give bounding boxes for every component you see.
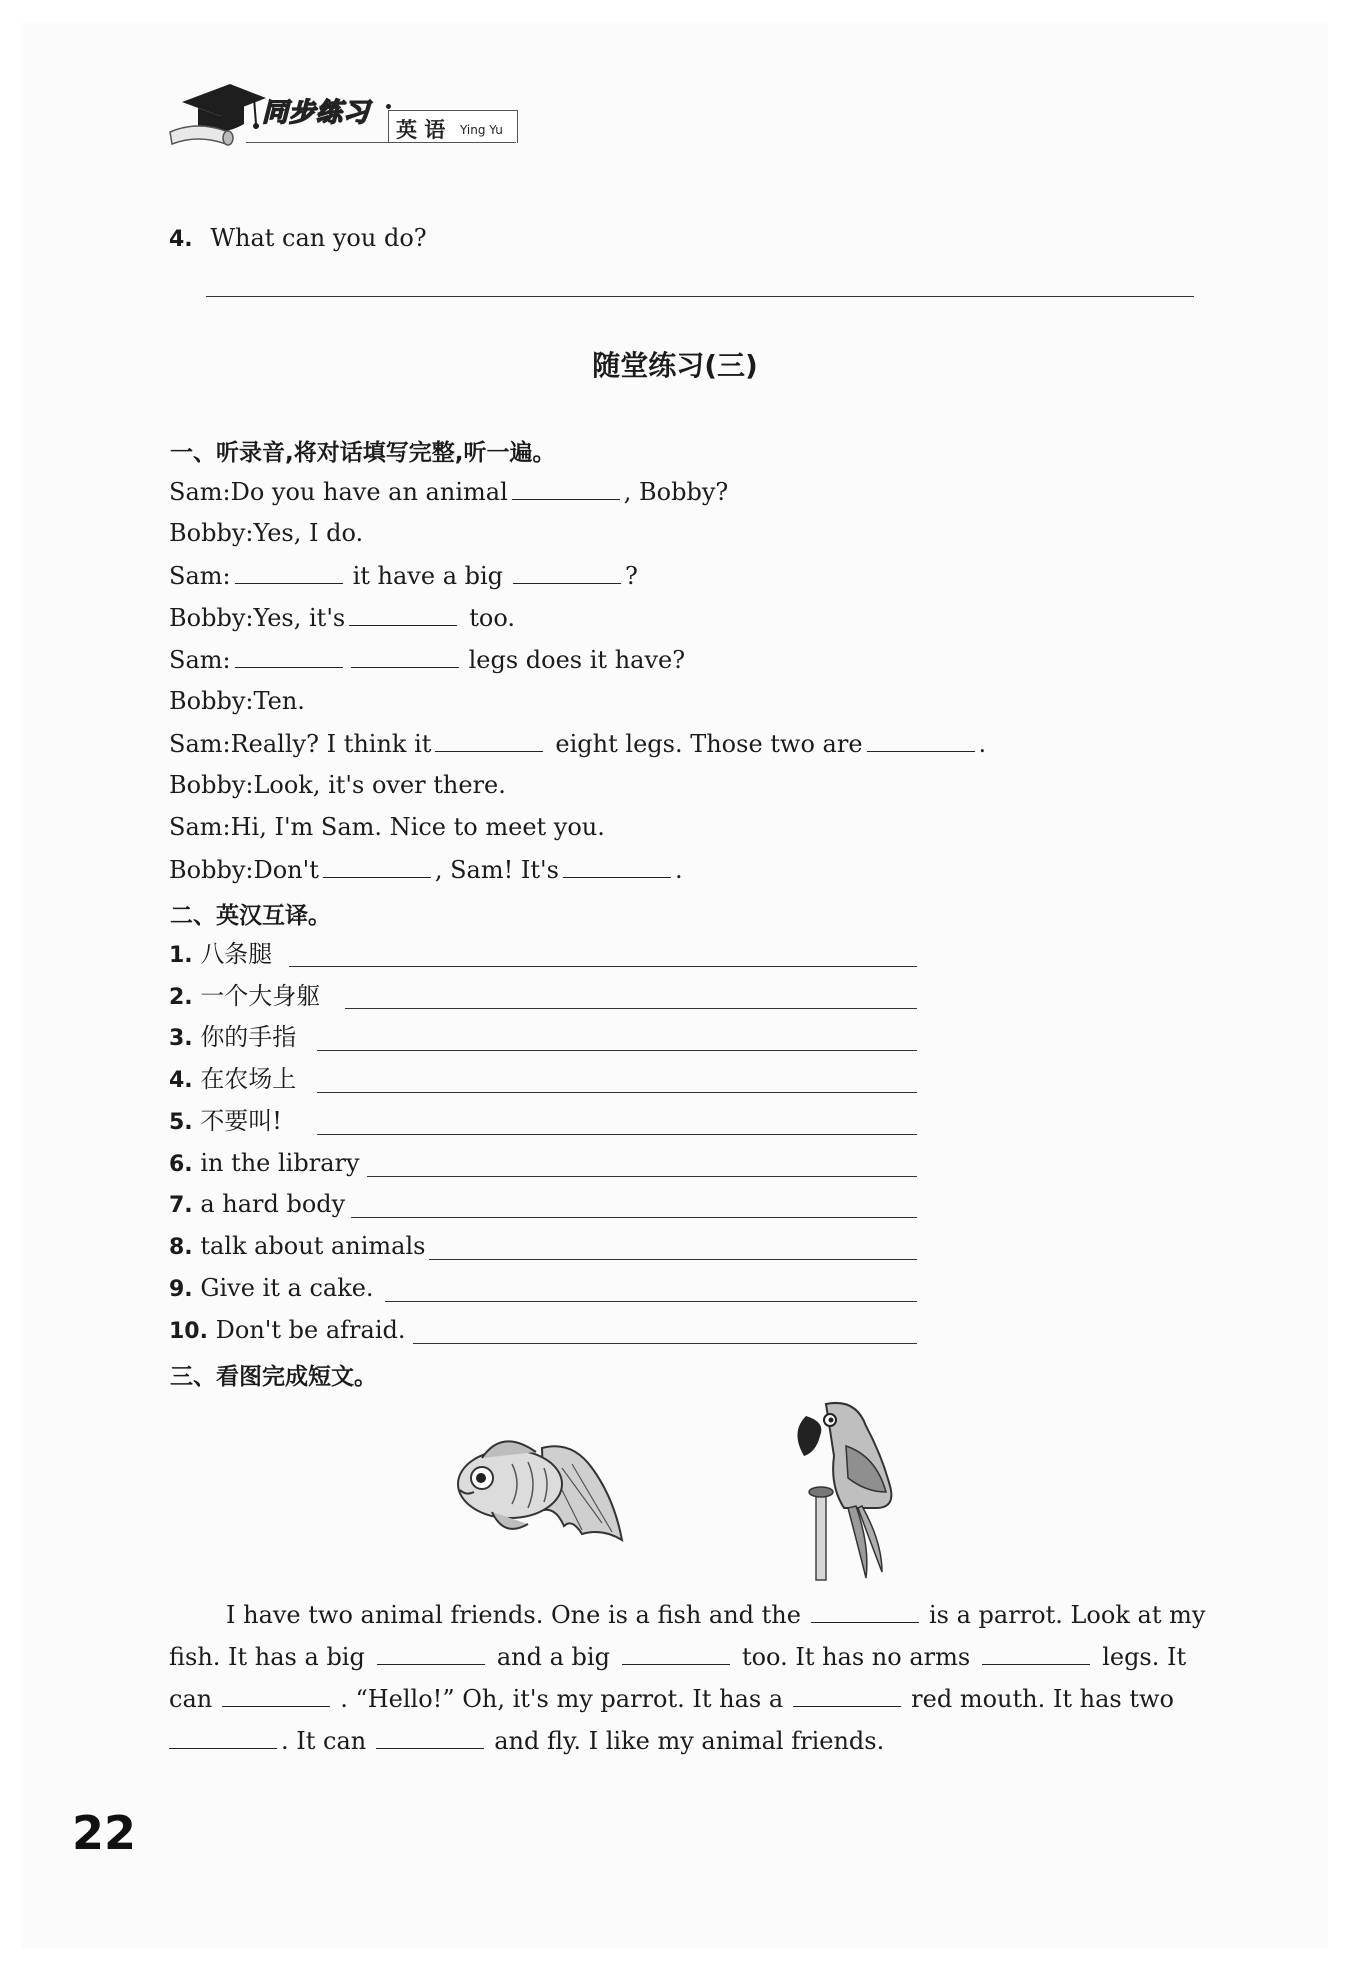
page-number: 22 [72, 1806, 137, 1860]
fill-blank[interactable] [435, 729, 543, 752]
translation-item: 7. a hard body [169, 1190, 346, 1218]
fill-blank[interactable] [513, 561, 621, 584]
subject-pinyin: Ying Yu [460, 123, 503, 137]
fill-blank[interactable] [377, 1642, 485, 1665]
dialogue-line: Bobby:Ten. [169, 687, 305, 715]
fill-blank[interactable] [351, 645, 459, 668]
translation-item: 2. 一个大身躯 [169, 982, 321, 1010]
answer-line[interactable] [317, 1134, 917, 1135]
translation-item: 10. Don't be afraid. [169, 1316, 406, 1344]
translation-item: 1. 八条腿 [169, 940, 273, 968]
translation-item: 5. 不要叫! [169, 1107, 282, 1135]
answer-line[interactable] [385, 1301, 917, 1302]
fill-blank[interactable] [349, 603, 457, 626]
goldfish-illustration [452, 1428, 624, 1548]
fill-blank[interactable] [563, 855, 671, 878]
part3-heading: 三、看图完成短文。 [170, 1364, 377, 1390]
passage-line: can . “Hello!” Oh, it's my parrot. It has a red mouth. It has two [169, 1685, 1174, 1713]
answer-line[interactable] [429, 1259, 917, 1260]
answer-line[interactable] [317, 1050, 917, 1051]
translation-item: 8. talk about animals [169, 1232, 426, 1260]
answer-line[interactable] [289, 966, 917, 967]
dialogue-line: Sam:Do you have an animal , Bobby? [169, 478, 729, 506]
dialogue-line: Bobby:Don't , Sam! It's . [169, 856, 683, 884]
answer-line[interactable] [413, 1343, 917, 1344]
fill-blank[interactable] [222, 1684, 330, 1707]
fill-blank[interactable] [982, 1642, 1090, 1665]
translation-item: 6. in the library [169, 1149, 360, 1177]
translation-item: 4. 在农场上 [169, 1065, 297, 1093]
fill-blank[interactable] [169, 1726, 277, 1749]
dialogue-line: Sam: it have a big ? [169, 562, 638, 590]
question-text: What can you do? [210, 224, 427, 252]
fill-blank[interactable] [235, 561, 343, 584]
fill-blank[interactable] [512, 477, 620, 500]
fill-blank[interactable] [867, 729, 975, 752]
section-title: 随堂练习(三) [592, 349, 758, 382]
header-dot [386, 104, 391, 109]
answer-line[interactable] [351, 1217, 917, 1218]
fill-blank[interactable] [323, 855, 431, 878]
translation-item: 3. 你的手指 [169, 1023, 297, 1051]
answer-line[interactable] [317, 1092, 917, 1093]
dialogue-line: Sam:Hi, I'm Sam. Nice to meet you. [169, 813, 605, 841]
header-rule [246, 142, 516, 143]
fill-blank[interactable] [793, 1684, 901, 1707]
subject-label: 英 语 [396, 118, 446, 142]
part1-heading: 一、听录音,将对话填写完整,听一遍。 [170, 440, 556, 466]
answer-line[interactable] [367, 1176, 917, 1177]
fill-blank[interactable] [235, 645, 343, 668]
part2-heading: 二、英汉互译。 [170, 903, 331, 929]
dialogue-line: Bobby:Look, it's over there. [169, 771, 506, 799]
translation-item: 9. Give it a cake. [169, 1274, 374, 1302]
parrot-illustration [786, 1396, 906, 1582]
answer-line[interactable] [345, 1008, 917, 1009]
dialogue-line: Bobby:Yes, it's too. [169, 604, 515, 632]
passage-line: fish. It has a big and a big too. It has no arms legs. It [169, 1643, 1187, 1671]
fill-blank[interactable] [811, 1600, 919, 1623]
prev-question [169, 224, 427, 254]
fill-blank[interactable] [622, 1642, 730, 1665]
dialogue-line: Sam:Really? I think it eight legs. Those two are . [169, 730, 987, 758]
series-title: 同步练习 [262, 98, 371, 128]
answer-line[interactable] [206, 296, 1194, 297]
passage-line: I have two animal friends. One is a fish and the is a parrot. Look at my [226, 1601, 1206, 1629]
fill-blank[interactable] [376, 1726, 484, 1749]
passage-line: . It can and fly. I like my animal friends. [169, 1726, 884, 1755]
question-number: 4. [169, 227, 193, 252]
dialogue-line: Sam: legs does it have? [169, 646, 686, 674]
dialogue-line: Bobby:Yes, I do. [169, 519, 364, 547]
